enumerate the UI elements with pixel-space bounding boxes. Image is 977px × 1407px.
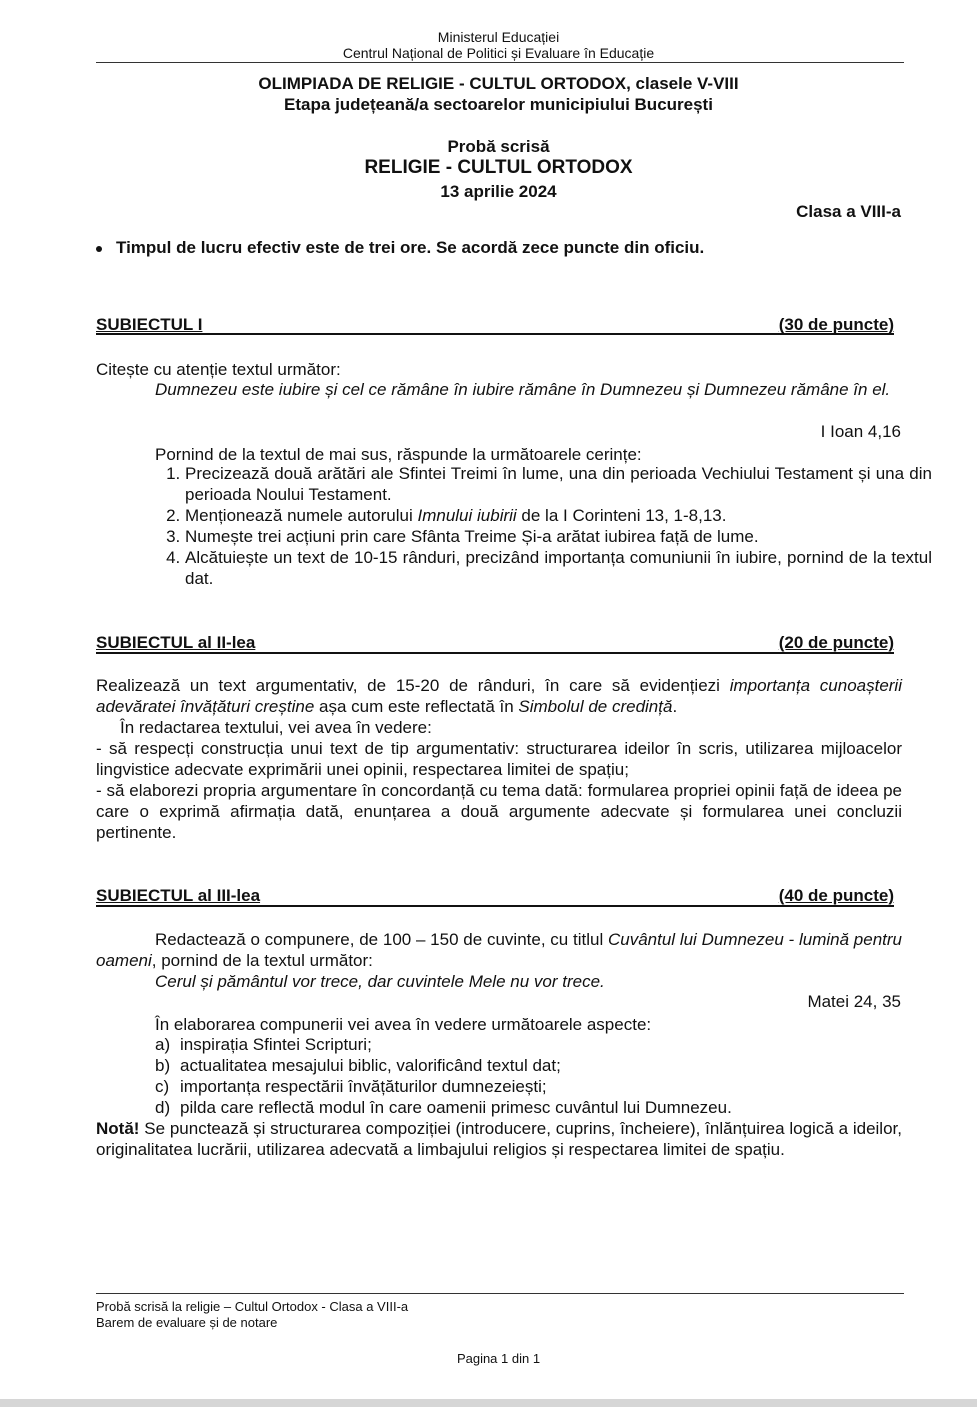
instructions bbox=[96, 238, 704, 258]
subject-title: RELIGIE - CULTUL ORTODOX bbox=[364, 157, 633, 178]
s3-paragraph-1: Redactează o compunere, de 100 – 150 de cuvinte, cu titlul Cuvântul lui Dumnezeu - lumină pentru oameni, pornind de la textul următor: bbox=[96, 930, 902, 970]
section-3-points: (40 de puncte) bbox=[778, 886, 894, 905]
list-item: b) actualitatea mesajului biblic, valorificând textul dat; bbox=[155, 1056, 561, 1075]
instructions-text: Timpul de lucru efectiv este de trei ore. Se acordă zece puncte din oficiu. bbox=[116, 238, 705, 257]
s1-requirements bbox=[155, 463, 932, 589]
section-2-heading bbox=[96, 633, 894, 653]
s3-quote: Cerul și pământul vor trece, dar cuvintele Mele nu vor trece. bbox=[155, 972, 605, 991]
list-item: c) importanța respectării învățăturilor dumnezeiești; bbox=[155, 1077, 547, 1096]
s2-paragraph-3: - să respecți construcția unui text de tip argumentativ: structurarea ideilor în scris, utilizarea mijloacelor lingvistice adecvate exprimării unei opinii, respectarea limitei de spațiu; bbox=[96, 739, 902, 779]
s3-reference: Matei 24, 35 bbox=[807, 992, 901, 1011]
s1-req-1: 1. Precizează două arătări ale Sfintei Treimi în lume, una din perioada Vechiului Testament și una din perioada Noului Testament. bbox=[185, 463, 932, 505]
stage-title: Etapa județeană/a sectoarelor municipiului București bbox=[284, 95, 713, 114]
section-3-heading bbox=[96, 886, 894, 906]
s3-note: Notă! Se punctează și structurarea compoziției (introducere, cuprins, încheiere), înlănțuirea logică a ideilor, originalitatea lucrării, utilizarea adecvată a limbajului religios și respectarea limitei de spațiu. bbox=[96, 1119, 902, 1159]
ministry-name: Ministerul Educației bbox=[437, 29, 560, 45]
test-type: Probă scrisă bbox=[447, 137, 550, 156]
s1-req-4: 4. Alcătuiește un text de 10-15 rânduri, precizând importanța comuniunii în iubire, pornind de la textul dat. bbox=[185, 547, 932, 589]
note-label: Notă! bbox=[96, 1119, 140, 1138]
section-3-rule bbox=[96, 905, 894, 907]
footer-line-1: Probă scrisă la religie – Cultul Ortodox - Clasa a VIII-a bbox=[96, 1299, 409, 1314]
section-2-points: (20 de puncte) bbox=[778, 633, 894, 652]
section-2-title: SUBIECTUL al II-lea bbox=[96, 633, 256, 652]
s1-req-3: 3. Numește trei acțiuni prin care Sfânta Treime Și-a arătat iubirea față de lume. bbox=[185, 526, 932, 547]
section-1-points: (30 de puncte) bbox=[778, 315, 894, 334]
section-2-rule bbox=[96, 652, 894, 654]
olympiad-title: OLIMPIADA DE RELIGIE - CULTUL ORTODOX, clasele V-VIII bbox=[258, 74, 739, 93]
section-3-title: SUBIECTUL al III-lea bbox=[96, 886, 261, 905]
s1-reference: I Ioan 4,16 bbox=[820, 422, 901, 441]
s1-quote: Dumnezeu este iubire și cel ce rămâne în iubire rămâne în Dumnezeu și Dumnezeu rămâne în el. bbox=[155, 380, 891, 399]
s1-req-2: 2. Menționează numele autorului Imnului iubirii de la I Corinteni 13, 1-8,13. bbox=[185, 505, 932, 526]
list-item: a) inspirația Sfintei Scripturi; bbox=[155, 1035, 372, 1054]
footer-divider bbox=[96, 1293, 904, 1294]
page-edge bbox=[0, 1399, 977, 1407]
center-name: Centrul Național de Politici și Evaluare în Educație bbox=[342, 45, 655, 61]
exam-date: 13 aprilie 2024 bbox=[440, 182, 557, 201]
s3-lead: În elaborarea compunerii vei avea în vedere următoarele aspecte: bbox=[155, 1015, 652, 1034]
s1-intro: Citește cu atenție textul următor: bbox=[96, 360, 341, 379]
s3-aspects-list bbox=[155, 1034, 902, 1118]
s2-paragraph-2: În redactarea textului, vei avea în vedere: bbox=[120, 718, 432, 737]
list-item: d) pilda care reflectă modul în care oamenii primesc cuvântul lui Dumnezeu. bbox=[155, 1098, 732, 1117]
bullet-icon bbox=[96, 246, 102, 252]
section-1-heading bbox=[96, 315, 894, 335]
section-1-rule bbox=[96, 333, 894, 335]
s2-paragraph-4: - să elaborezi propria argumentare în concordanță cu tema dată: formularea propriei opinii față de ideea pe care o exprimă afirmația dată, enunțarea a două argumente adecvate și formularea unei concluzii pertinente. bbox=[96, 781, 902, 842]
header-divider bbox=[96, 62, 904, 63]
page-number: Pagina 1 din 1 bbox=[456, 1351, 541, 1366]
s2-paragraph-1: Realizează un text argumentativ, de 15-20 de rânduri, în care să evidențiezi importanța cunoașterii adevăratei învățături creștine așa cum este reflectată în Simbolul de credință. bbox=[96, 676, 902, 716]
grade-label: Clasa a VIII-a bbox=[796, 202, 901, 221]
section-1-title: SUBIECTUL I bbox=[96, 315, 203, 334]
footer-line-2: Barem de evaluare și de notare bbox=[96, 1315, 278, 1330]
s1-lead: Pornind de la textul de mai sus, răspunde la următoarele cerințe: bbox=[155, 445, 642, 464]
